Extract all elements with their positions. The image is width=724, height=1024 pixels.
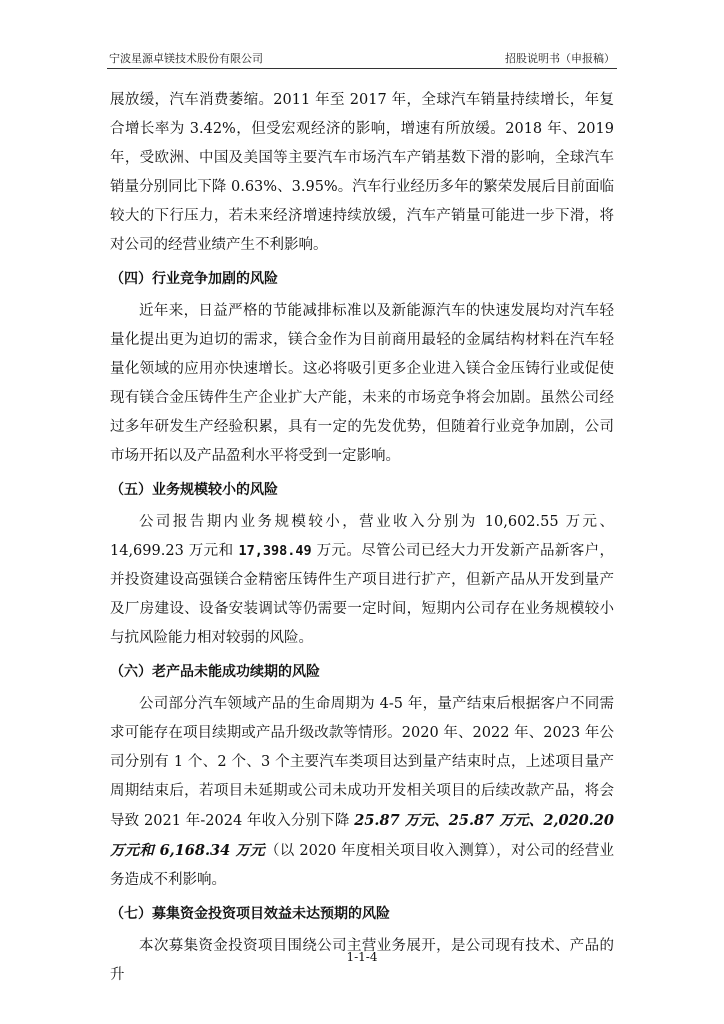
- section-heading-product-renewal: （六）老产品未能成功续期的风险: [110, 664, 320, 680]
- header-document-title: 招股说明书（申报稿）: [505, 52, 615, 65]
- paragraph-business-scale: [110, 508, 614, 653]
- text-run: 公司部分汽车领域产品的生命周期为 4-5 年，量产结束后根据客户不同需求可能存在项目续期或产品升级改款等情形。2020 年、2022 年、2023 年公司分别有 1 个、2 个、3 个主要汽车类项目达到量产结束时点，上述项目量产周期结束后，若项目未延期或公司未成功开发相关项目的后续改款产品，将会导致 2021 年-2024 年收入分别下降: [110, 696, 614, 829]
- section-heading-business-scale: （五）业务规模较小的风险: [110, 482, 278, 498]
- highlighted-amounts: 25.87 万元、25.87 万元、2,020.20 万元和 6,168.34 万元: [110, 812, 614, 859]
- continued-paragraph: 展放缓，汽车消费萎缩。2011 年至 2017 年，全球汽车销量持续增长，年复合增长率为 3.42%，但受宏观经济的影响，增速有所放缓。2018 年、2019 年，受欧洲、中国及美国等主要汽车市场汽车产销基数下滑的影响，全球汽车销量分别同比下降 0.63%、3.95%。汽车行业经历多年的繁荣发展后目前面临较大的下行压力，若未来经济增速持续放缓，汽车产销量可能进一步下滑，将对公司的经营业绩产生不利影响。: [110, 92, 614, 253]
- paragraph-product-renewal: [110, 690, 614, 895]
- section-heading-fundraising-projects: （七）募集资金投资项目效益未达预期的风险: [110, 906, 390, 922]
- text-run: 公司报告期内业务规模较小，营业收入分别为 10,602.55 万元、14,699.23 万元和: [110, 514, 614, 559]
- text-run: （以 2020 年度相关项目收入测算），对公司的经营业务造成不利影响。: [110, 843, 614, 888]
- highlighted-amount: 17,398.49: [238, 543, 312, 559]
- text-run: 万元。尽管公司已经大力开发新产品新客户，并投资建设高强镁合金精密压铸件生产项目进行扩产，但新产品从开发到量产及厂房建设、设备安装调试等仍需要一定时间，短期内公司存在业务规模较小与抗风险能力相对较弱的风险。: [110, 543, 615, 646]
- page-header: [107, 50, 617, 68]
- page-body: [110, 86, 614, 990]
- paragraph-industry-competition: 近年来，日益严格的节能减排标准以及新能源汽车的快速发展均对汽车轻量化提出更为迫切的需求，镁合金作为目前商用最轻的金属结构材料在汽车轻量化领域的应用亦快速增长。这必将吸引更多企业进入镁合金压铸行业或促使现有镁合金压铸件生产企业扩大产能，未来的市场竞争将会加剧。虽然公司经过多年研发生产经验积累，具有一定的先发优势，但随着行业竞争加剧，公司市场开拓以及产品盈利水平将受到一定影响。: [110, 303, 614, 464]
- header-divider: [107, 68, 617, 69]
- page-number: 1-1-4: [346, 950, 378, 964]
- section-heading-industry-competition: （四）行业竞争加剧的风险: [110, 271, 278, 287]
- header-company-name: 宁波星源卓镁技术股份有限公司: [109, 52, 263, 65]
- paragraph-fundraising-projects: 本次募集资金投资项目围绕公司主营业务展开，是公司现有技术、产品的升: [110, 938, 614, 983]
